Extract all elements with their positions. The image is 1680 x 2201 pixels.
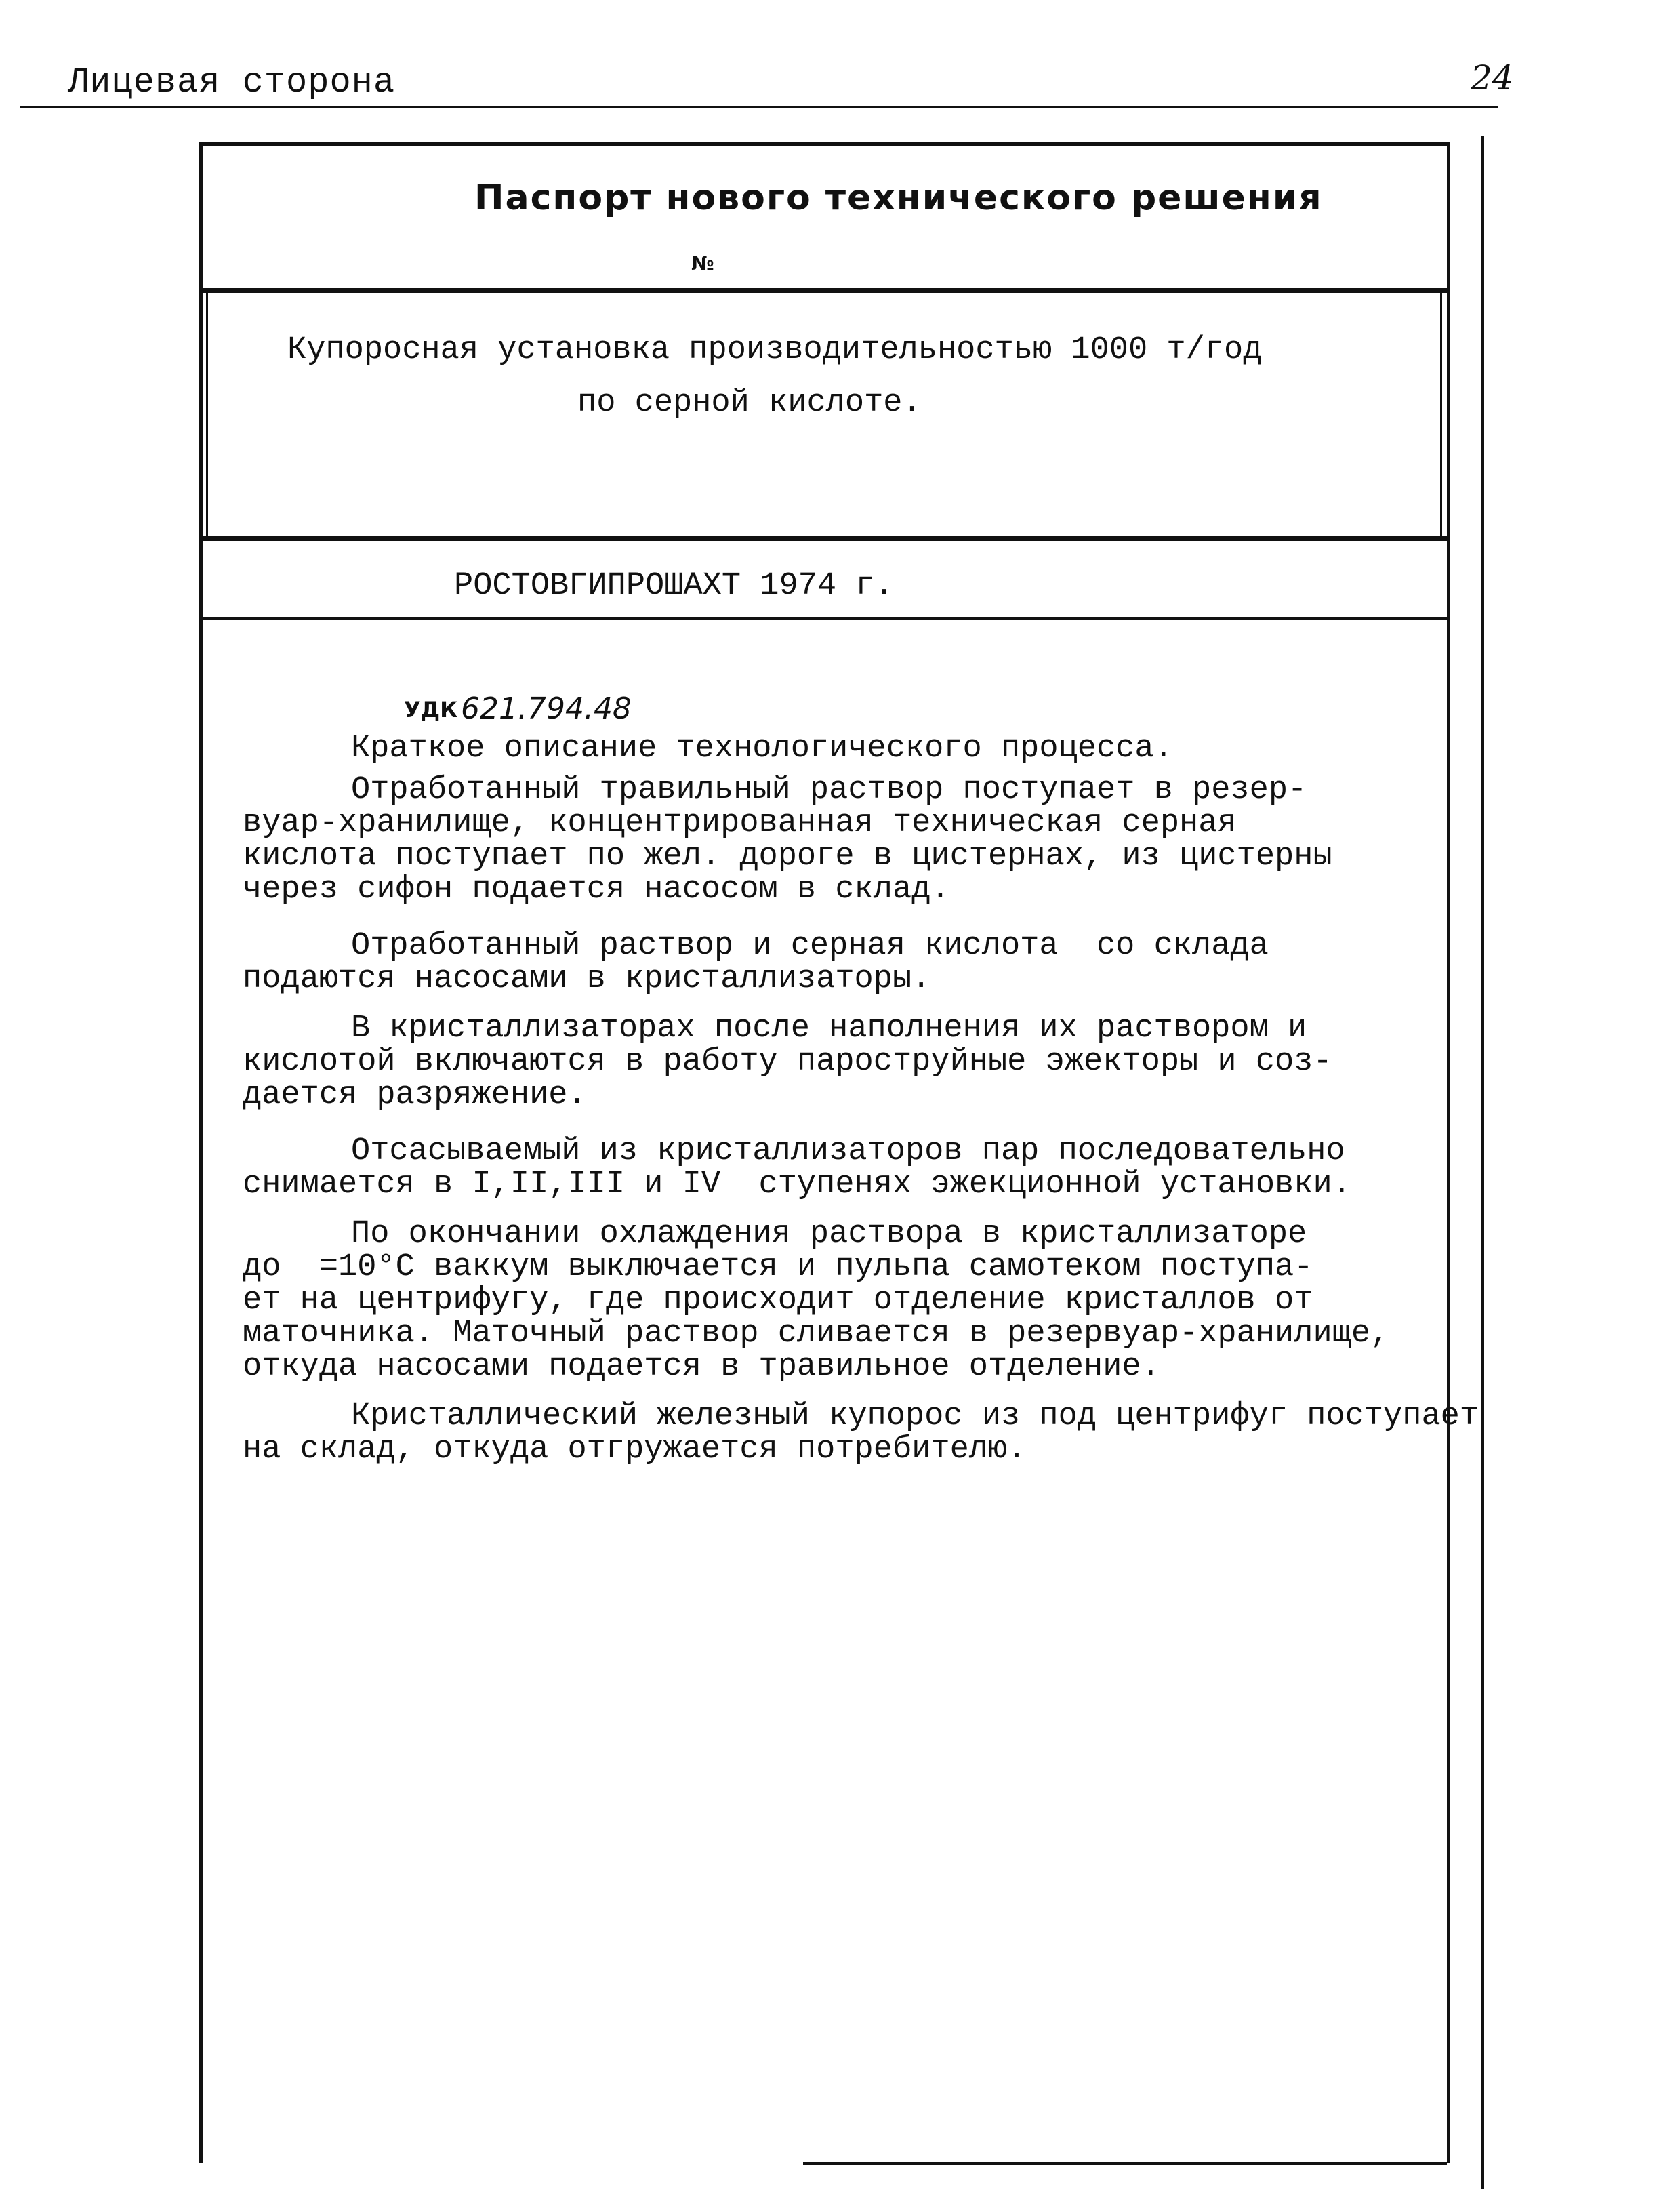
- paragraph-2-line-2: подаются насосами в кристаллизаторы.: [243, 961, 931, 997]
- paragraph-5-line-3: ет на центрифугу, где происходит отделение кристаллов от: [243, 1283, 1313, 1318]
- paragraph-1-line-2: вуар-хранилище, концентрированная техническая серная: [243, 805, 1237, 841]
- paragraph-4-line-2: снимается в I,II,III и IV ступенях эжекционной установки.: [243, 1167, 1351, 1203]
- process-description: [243, 731, 1479, 1468]
- subject-line-2: по серной кислоте.: [577, 385, 922, 421]
- paragraph-1-line-3: кислота поступает по жел. дороге в цистернах, из цистерны: [243, 839, 1332, 874]
- paragraph-5-line-4: маточника. Маточный раствор сливается в резервуар-хранилище,: [243, 1316, 1390, 1352]
- subject-divider: [199, 536, 1447, 541]
- description-heading: Краткое описание технологического процесса.: [351, 731, 1173, 767]
- paragraph-1-line-4: через сифон подается насосом в склад.: [243, 872, 950, 908]
- title-divider: [199, 288, 1447, 293]
- page-number: 24: [1471, 58, 1514, 98]
- udk-label: УДК: [404, 697, 458, 723]
- frame-bottom-rule: [803, 2162, 1447, 2165]
- paragraph-6-line-1: Кристаллический железный купорос из под центрифуг поступает: [351, 1398, 1479, 1434]
- organization-divider: [199, 617, 1447, 620]
- right-margin-bar: [1481, 136, 1484, 2189]
- paragraph-3-line-2: кислотой включаются в работу пароструйные эжекторы и соз-: [243, 1044, 1332, 1080]
- paragraph-4-line-1: Отсасываемый из кристаллизаторов пар последовательно: [351, 1133, 1345, 1169]
- passport-title: Паспорт нового технического решения: [474, 178, 1323, 218]
- header-underline: [20, 106, 1498, 108]
- paragraph-2-line-1: Отработанный раствор и серная кислота со склада: [351, 928, 1269, 964]
- organization-year: РОСТОВГИПРОШАХТ 1974 г.: [454, 568, 894, 604]
- paragraph-5-line-1: По окончании охлаждения раствора в кристаллизаторе: [351, 1216, 1307, 1252]
- paragraph-3-line-3: дается разряжение.: [243, 1077, 587, 1113]
- paragraph-3-line-1: В кристаллизаторах после наполнения их раствором и: [351, 1011, 1307, 1047]
- passport-number-label: №: [691, 252, 714, 275]
- udk-value: 621.794.48: [461, 691, 632, 726]
- subject-line-1: Купоросная установка производительностью 1000 т/год: [287, 332, 1263, 368]
- page-side-label: Лицевая сторона: [68, 62, 396, 102]
- paragraph-5-line-2: до =10°С ваккум выключается и пульпа самотеком поступа-: [243, 1249, 1313, 1285]
- paragraph-5-line-5: откуда насосами подается в травильное отделение.: [243, 1349, 1160, 1385]
- paragraph-1-line-1: Отработанный травильный раствор поступает в резер-: [351, 772, 1307, 808]
- paragraph-6-line-2: на склад, откуда отгружается потребителю.: [243, 1432, 1027, 1468]
